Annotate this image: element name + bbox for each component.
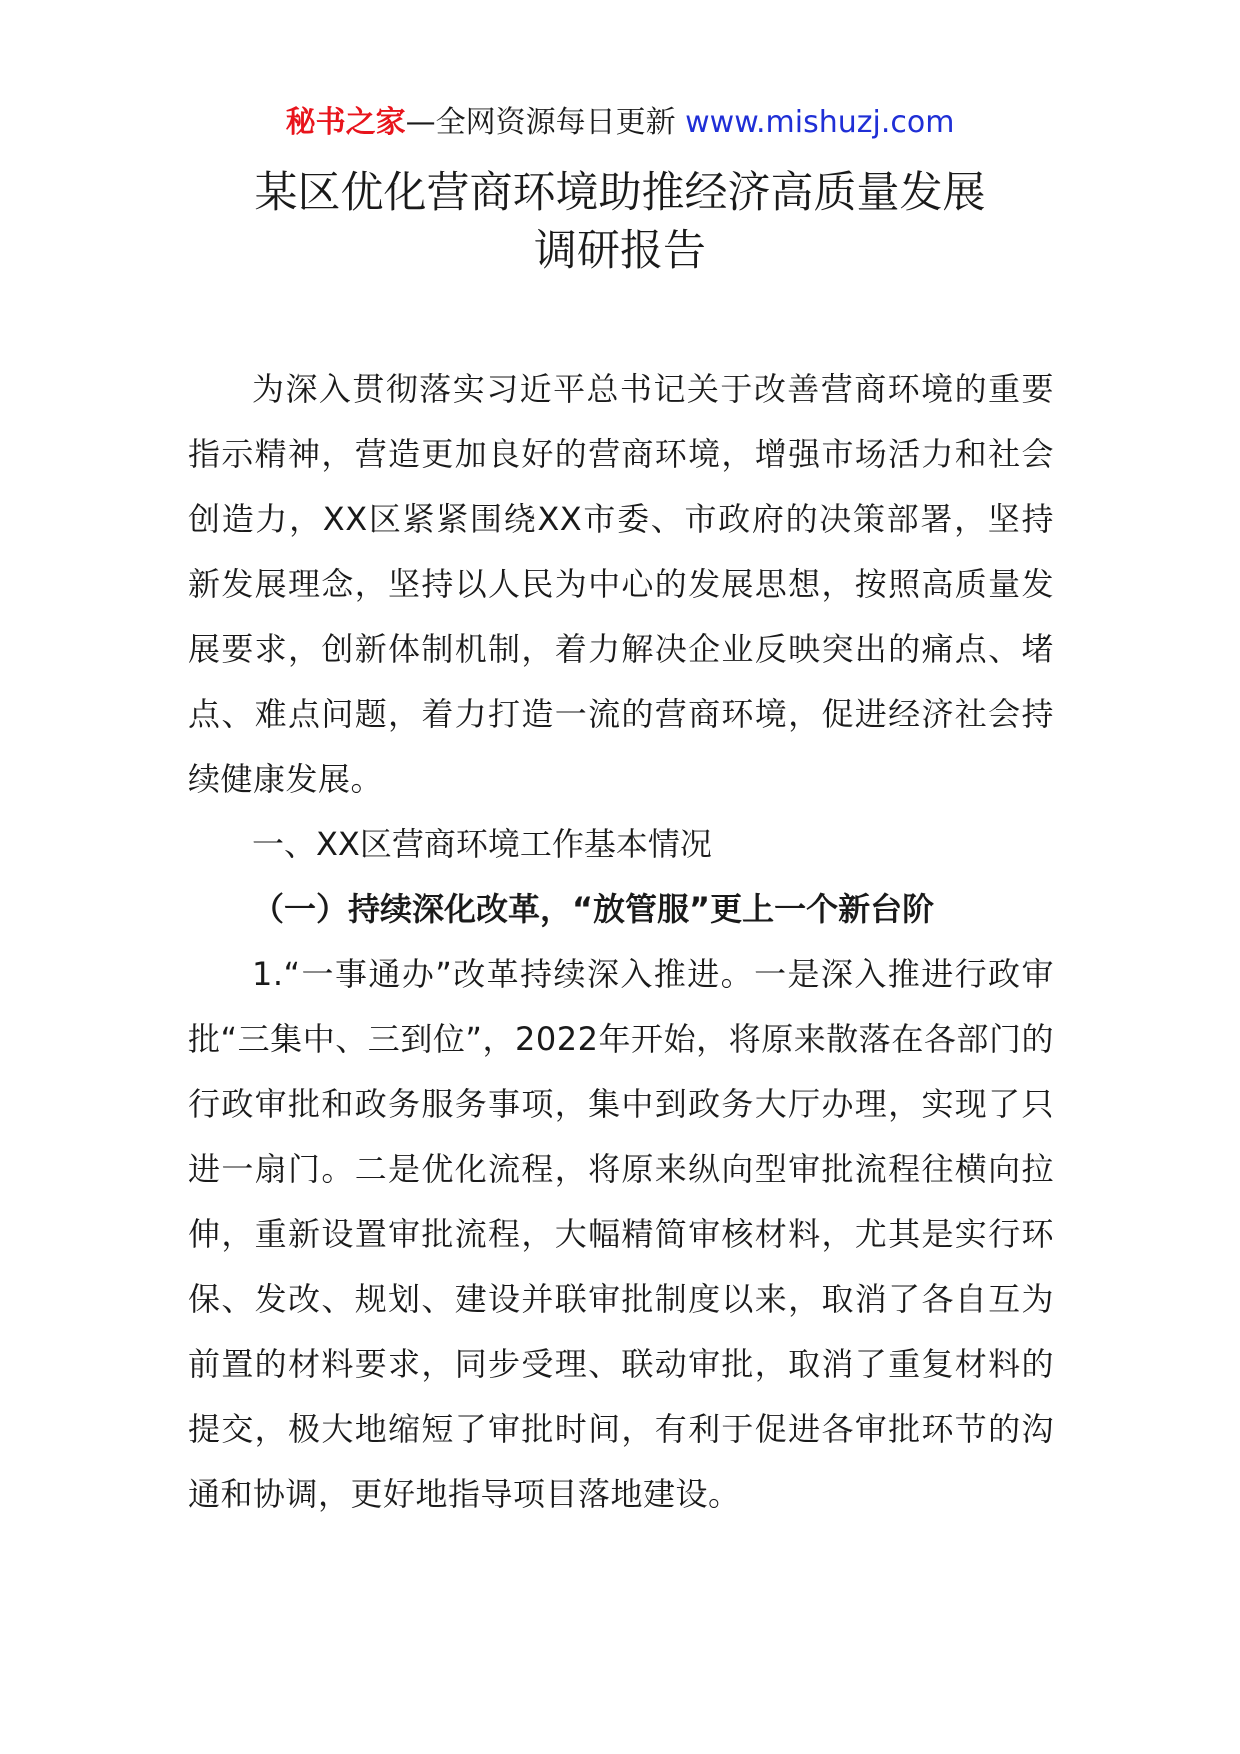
site-header: [0, 103, 1240, 143]
brand-name: 秘书之家: [285, 105, 406, 140]
subsection-heading: （一）持续深化改革，“放管服”更上一个新台阶: [252, 890, 935, 928]
document-body: [188, 357, 1054, 1527]
site-url-link[interactable]: www.mishuzj.com: [685, 105, 955, 140]
title-line-2: 调研报告: [534, 226, 706, 276]
title-line-1: 某区优化营商环境助推经济高质量发展: [254, 168, 986, 218]
header-tagline: —全网资源每日更新: [405, 105, 686, 140]
body-paragraph: 1.“一事通办”改革持续深入推进。一是深入推进行政审批“三集中、三到位”，2022年开始，将原来散落在各部门的行政审批和政务服务事项，集中到政务大厅办理，实现了只进一扇门。二是优化流程，将原来纵向型审批流程往横向拉伸，重新设置审批流程，大幅精简审核材料，尤其是实行环保、发改、规划、建设并联审批制度以来，取消了各自互为前置的材料要求，同步受理、联动审批，取消了重复材料的提交，极大地缩短了审批时间，有利于促进各审批环节的沟通和协调，更好地指导项目落地建设。: [188, 955, 1054, 1513]
document-title: [0, 164, 1240, 280]
section-heading: 一、XX区营商环境工作基本情况: [252, 825, 712, 863]
intro-paragraph: 为深入贯彻落实习近平总书记关于改善营商环境的重要指示精神，营造更加良好的营商环境，增强市场活力和社会创造力，XX区紧紧围绕XX市委、市政府的决策部署，坚持新发展理念，坚持以人民为中心的发展思想，按照高质量发展要求，创新体制机制，着力解决企业反映突出的痛点、堵点、难点问题，着力打造一流的营商环境，促进经济社会持续健康发展。: [188, 370, 1054, 798]
